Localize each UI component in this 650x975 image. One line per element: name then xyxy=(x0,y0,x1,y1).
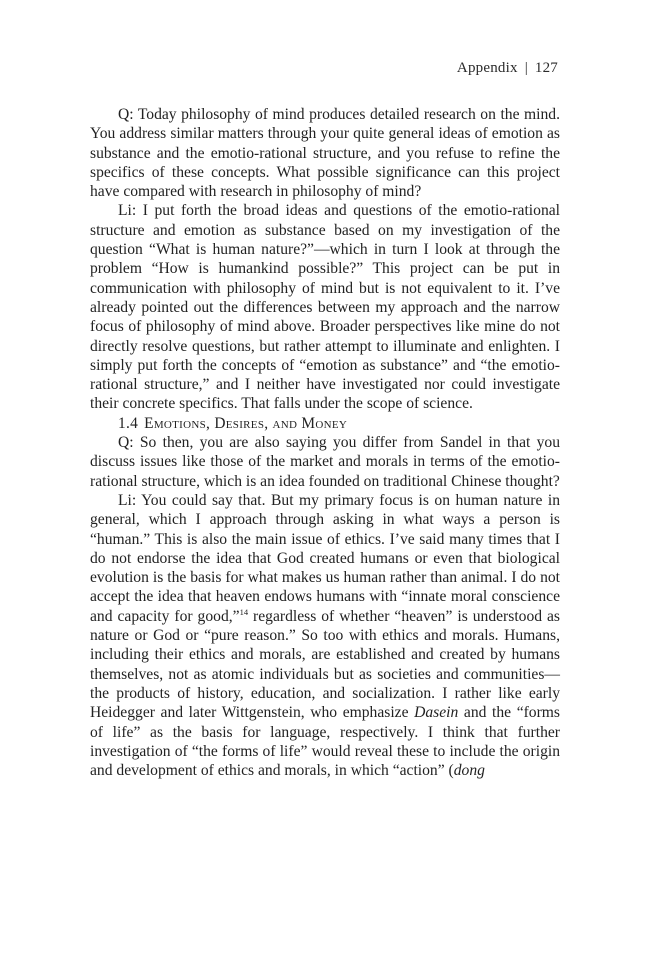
answer-2-part-a: Li: You could say that. But my primary focus is on human nature in general, which I approach through asking in what ways a person is “human.” This is also the main issue of ethics. I’ve said many times that I do not endorse the idea that God created humans or even that biological evolution is the basis for what makes us human rather than animal. I do not accept the idea that heaven endows humans with “innate moral conscience and capacity for good,” xyxy=(90,491,560,625)
answer-2-part-b: regardless of whether “heaven” is understood as nature or God or “pure reason.” So too with ethics and morals. Humans, including their ethics and morals, are established and created by humans themselves, not as atomic individuals but as societies and communities—the products of history, education, and socialization. I rather like early Heidegger and later Wittgenstein, who emphasize xyxy=(90,607,561,722)
italic-term-dasein: Dasein xyxy=(414,704,459,722)
body-text xyxy=(90,105,560,780)
running-head-separator: | xyxy=(524,60,528,76)
section-heading xyxy=(90,414,560,433)
running-head-section: Appendix xyxy=(456,60,518,76)
italic-term-dong: dong xyxy=(453,762,485,780)
running-head xyxy=(457,60,558,77)
section-title: Emotions, Desires, and Money xyxy=(144,414,348,432)
paragraph-question-1: Q: Today philosophy of mind produces detailed research on the mind. You address similar matters through your quite general ideas of emotion as substance and the emotio-rational structure, and you refuse to refine the specifics of these concepts. What possible significance can this project have compared with research in philosophy of mind? xyxy=(90,106,560,201)
paragraph-answer-2 xyxy=(90,491,560,780)
page-number: 127 xyxy=(534,60,558,76)
paragraph-question-2: Q: So then, you are also saying you differ from Sandel in that you discuss issues like those of the market and morals in terms of the emotio-rational structure, which is an idea founded on traditional Chinese thought? xyxy=(90,434,560,490)
answer-2-part-c: and the “forms of life” as the basis for language, respectively. I think that further investigation of “the forms of life” would reveal these to include the origin and development of ethics and morals, in which “action” ( xyxy=(90,704,560,780)
section-number: 1.4 xyxy=(118,414,139,432)
footnote-marker[interactable]: 14 xyxy=(239,606,249,617)
paragraph-answer-1: Li: I put forth the broad ideas and questions of the emotio-rational structure and emotion as substance based on my investigation of the question “What is human nature?”—which in turn I look at through the problem “How is humankind possible?” This project can be put in communication with philosophy of mind but is not equivalent to it. I’ve already pointed out the differences between my approach and the narrow focus of philosophy of mind above. Broader perspectives like mine do not directly resolve questions, but rather attempt to illuminate and enlighten. I simply put forth the concepts of “emotion as substance” and “the emotio-rational structure,” and I neither have investigated nor could investigate their concrete specifics. That falls under the scope of science. xyxy=(90,202,560,413)
